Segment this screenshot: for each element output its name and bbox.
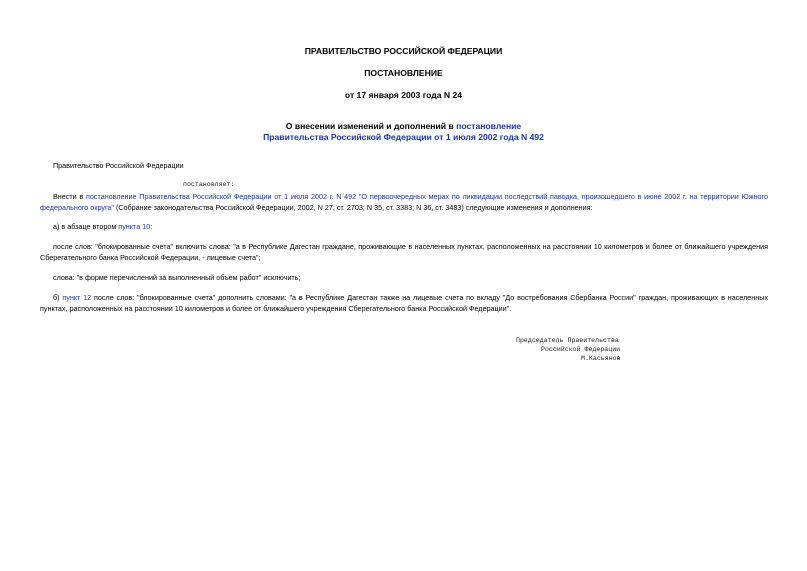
item-b-prefix: б) bbox=[53, 293, 63, 302]
item-a-suffix: : bbox=[150, 222, 153, 231]
date-number-heading: от 17 января 2003 года N 24 bbox=[344, 90, 463, 100]
signature-organization: Российской Федерации bbox=[541, 346, 621, 353]
signature-title: Председатель Правительства bbox=[516, 337, 619, 344]
intro-prefix: Внести в bbox=[53, 192, 87, 201]
government-heading: ПРАВИТЕЛЬСТВО РОССИЙСКОЙ ФЕДЕРАЦИИ bbox=[304, 46, 503, 56]
intro-paragraph bbox=[40, 192, 768, 213]
intro-suffix: (Собрание законодательства Российской Федерации, 2002, N 27, ст. 2703; N 35, ст. 3383; N 36, ст. 3483) следующие изменения и дополнения: bbox=[113, 202, 593, 212]
item-b-paragraph bbox=[40, 293, 768, 314]
item-b-point-link[interactable]: пункт 12 bbox=[62, 293, 92, 302]
item-a-prefix: а) в абзаце втором bbox=[53, 222, 119, 231]
document-type-heading: ПОСТАНОВЛЕНИЕ bbox=[364, 68, 443, 78]
item-a-heading bbox=[40, 222, 768, 233]
resolves-text: постановляет: bbox=[183, 181, 235, 188]
title-prefix: О внесении изменений и дополнений в bbox=[285, 121, 457, 131]
item-b-suffix: после слов: "блокированные счета" дополнить словами: "а в Республике Дагестан также на лицевые счета по вкладу "До востребования Сбербанка России" граждан, проживающих в населенных пунктах, расположенных на расстоянии 10 километров и более от ближайшего учреждения Сберегательного банка Российской Федерации". bbox=[40, 293, 768, 313]
document-title-line1 bbox=[0, 121, 807, 132]
item-a-point-link[interactable]: пункта 10 bbox=[118, 222, 151, 231]
issuer-text: Правительство Российской Федерации bbox=[53, 161, 184, 170]
signature-name: М.Касьянов bbox=[581, 355, 621, 362]
item-a-paragraph-2: слова: "в форме перечислений за выполненный объем работ" исключить; bbox=[53, 273, 301, 282]
title-link-resolution[interactable]: постановление bbox=[456, 121, 522, 131]
title-link-resolution-details[interactable]: Правительства Российской Федерации от 1 июля 2002 года N 492 bbox=[263, 132, 544, 142]
intro-resolution-link[interactable]: постановление Правительства Российской Федерации от 1 июля 2002 г. N 492 "О первоочередных мерах по ликвидации последствий паводка, произошедшего в июне 2002 г. на территории Южного федерального округа" bbox=[40, 192, 768, 212]
item-a-paragraph-1: после слов: "блокированные счета" включить слова: "а в Республике Дагестан граждане, проживающие в населенных пунктах, расположенных на расстоянии 10 километров и более от ближайшего учреждения Сберегательного банка Российской Федерации, - лицевые счета"; bbox=[40, 242, 768, 262]
document-title-line2 bbox=[0, 132, 807, 143]
